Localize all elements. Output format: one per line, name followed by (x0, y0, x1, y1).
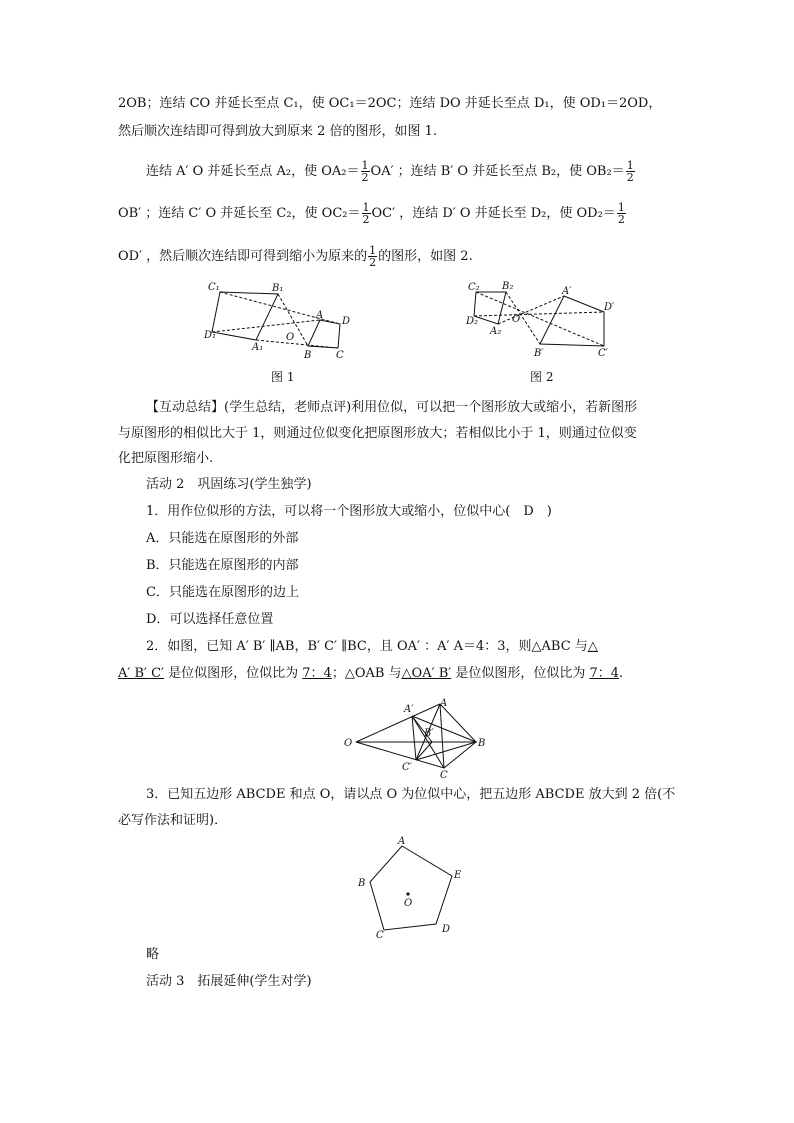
question-3-line-2: 必写作法和证明)． (118, 813, 228, 828)
label-O: O (404, 898, 413, 909)
question-1-option-b: B．只能选在原图形的内部 (146, 558, 299, 573)
summary-line: 【互动总结】(学生总结，老师点评)利用位似，可以把一个图形放大或缩小，若新图形 (146, 400, 638, 415)
label-A2: A₂ (490, 326, 502, 337)
figure-pentagon (356, 836, 472, 940)
label-A: A (316, 310, 324, 321)
paragraph-line: OB′ ；连结 C′ O 并延长至 C₂，使 OC₂＝ $\frac{1}{2}$ OC′ ，连结 D′ O 并延长至 D₂，使 OD₂＝ $\frac{1}{2}$ (118, 201, 625, 226)
reduced-quadrilateral (474, 292, 506, 324)
question-2-line-1: 2．如图，已知 A′ B′ ∥AB，B′ C′ ∥BC，且 OA′ ：A′ A＝4：3，则△ABC 与△ (146, 639, 598, 654)
label-B-prime: B′ (534, 348, 544, 359)
paragraph-line: 然后顺次连结即可得到放大到原来 2 倍的图形，如图 1. (118, 124, 438, 139)
pentagon-ABCDE (370, 846, 452, 930)
label-E: E (454, 870, 462, 881)
label-C: C (376, 930, 384, 940)
label-B: B (304, 350, 312, 360)
label-C: C (440, 770, 448, 780)
label-D: D (442, 924, 451, 935)
center-point-O (406, 892, 409, 895)
label-B2: B₂ (502, 281, 514, 292)
label-O: O (512, 314, 521, 325)
label-C: C (336, 350, 344, 360)
paragraph-line: OD′ ，然后顺次连结即可得到缩小为原来的 $\frac{1}{2}$ 的图形，如图 2. (118, 244, 473, 269)
label-O: O (286, 332, 295, 343)
question-2-line-2: A′ B′ C′ 是位似图形，位似比为 7：4；△OAB 与△OA′ B′ 是位似图形，位似比为 7：4. (118, 666, 624, 681)
label-D: D (342, 316, 351, 327)
label-O: O (344, 738, 353, 749)
label-D1: D₁ (204, 330, 217, 341)
enlarged-quadrilateral (212, 292, 278, 340)
label-D-prime: D′ (604, 302, 615, 313)
figure-1 (200, 280, 360, 360)
summary-line: 化把原图形缩小. (118, 451, 214, 466)
label-A: A (398, 836, 406, 847)
label-A-prime: A′ (404, 704, 414, 715)
label-B: B (358, 878, 366, 889)
label-A1: A₁ (252, 342, 264, 353)
figure-question-2 (340, 698, 490, 780)
fraction: $\frac{1}{2}$ (369, 244, 377, 269)
activity-3-heading: 活动 3 拓展延伸(学生对学) (146, 974, 312, 989)
question-1: 1．用作位似形的方法，可以将一个图形放大或缩小，位似中心( D ) (146, 504, 552, 519)
label-C1: C₁ (208, 282, 220, 293)
answer-ratio-1: 7：4 (302, 666, 332, 681)
label-A: A (440, 698, 448, 709)
label-B1: B₁ (272, 283, 284, 294)
activity-2-heading: 活动 2 巩固练习(学生独学) (146, 477, 312, 492)
label-A-prime: A′ (562, 286, 572, 297)
original-quadrilateral (308, 320, 340, 348)
question-1-option-a: A．只能选在原图形的外部 (146, 531, 299, 546)
fraction: $\frac{1}{2}$ (617, 201, 625, 226)
label-D2: D₂ (466, 316, 479, 327)
paragraph-line: 2OB；连结 CO 并延长至点 C₁，使 OC₁＝2OC；连结 DO 并延长至点 D₁，使 OD₁＝2OD， (118, 96, 662, 111)
label-B-prime: B′ (424, 728, 434, 739)
question-1-option-d: D．可以选择任意位置 (146, 612, 274, 627)
figure-2-caption: 图 2 (530, 370, 554, 384)
answer-ratio-2: 7：4 (589, 666, 620, 681)
label-C2: C₂ (468, 282, 480, 293)
original-quadrilateral (540, 296, 604, 346)
fraction: $\frac{1}{2}$ (626, 159, 634, 184)
figure-1-caption: 图 1 (271, 370, 295, 384)
label-B: B (478, 738, 486, 749)
summary-line: 与原图形的相似比大于 1，则通过位似变化把原图形放大；若相似比小于 1，则通过位似变 (118, 426, 637, 441)
label-C-prime: C′ (402, 762, 412, 773)
answer-omitted: 略 (146, 947, 160, 962)
paragraph-line: 连结 A′ O 并延长至点 A₂，使 OA₂＝ $\frac{1}{2}$ OA′ ；连结 B′ O 并延长至点 B₂，使 OB₂＝ $\frac{1}{2}$ (146, 159, 634, 184)
question-1-option-c: C．只能选在原图形的边上 (146, 585, 299, 600)
question-3-line-1: 3．已知五边形 ABCDE 和点 O，请以点 O 为位似中心，把五边形 ABCDE 放大到 2 倍(不 (146, 787, 676, 802)
label-C-prime: C′ (598, 348, 608, 359)
fraction: $\frac{1}{2}$ (361, 159, 369, 184)
fraction: $\frac{1}{2}$ (362, 201, 370, 226)
figure-2 (462, 278, 622, 360)
